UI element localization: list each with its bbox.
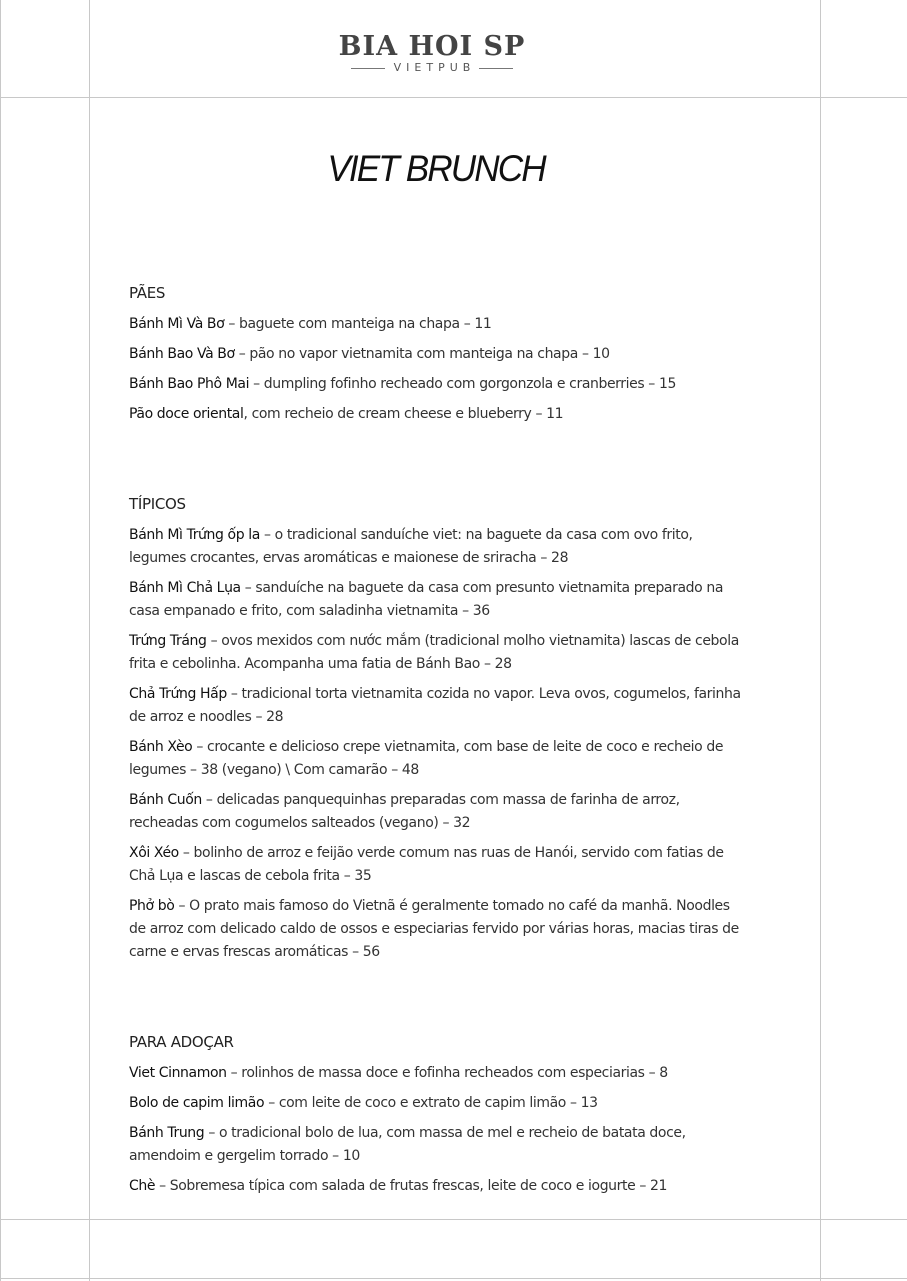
- menu-item: [129, 895, 744, 964]
- menu-item-description: – delicadas panquequinhas preparadas com massa de farinha de arroz, recheadas com cogumelos salteados (vegano) – 32: [129, 792, 680, 831]
- menu-item: [129, 1175, 744, 1198]
- menu-item-name: Chả Trứng Hấp: [129, 686, 227, 702]
- menu-item-description: – o tradicional bolo de lua, com massa de mel e recheio de batata doce, amendoim e gergelim torrado – 10: [129, 1125, 686, 1164]
- menu-item: [129, 1122, 744, 1168]
- menu-item: [129, 373, 744, 396]
- menu-section: [129, 494, 744, 964]
- logo-name: BIA HOI SP: [338, 31, 526, 62]
- menu-item-name: Bolo de capim limão: [129, 1095, 265, 1111]
- guide-line-left: [89, 0, 90, 1281]
- menu-item: [129, 1062, 744, 1085]
- menu-item-name: Bánh Mì Chả Lụa: [129, 580, 241, 596]
- menu-item-description: – pão no vapor vietnamita com manteiga na chapa – 10: [234, 346, 610, 362]
- menu-item-description: – crocante e delicioso crepe vietnamita, com base de leite de coco e recheio de legumes – 38 (vegano) \ Com camarão – 48: [129, 739, 724, 778]
- menu-item-name: Bánh Cuốn: [129, 792, 202, 808]
- section-title: PARA ADOÇAR: [129, 1033, 234, 1051]
- menu-item-name: Bánh Mì Trứng ốp la: [129, 527, 260, 543]
- menu-item: [129, 842, 744, 888]
- menu-section: [129, 283, 744, 426]
- menu-item-description: – O prato mais famoso do Vietnã é geralmente tomado no café da manhã. Noodles de arroz com delicado caldo de ossos e especiarias fervido por várias horas, macias tiras de carne e ervas frescas aromáticas – 56: [129, 898, 739, 960]
- menu-item-description: – com leite de coco e extrato de capim limão – 13: [264, 1095, 598, 1111]
- menu-section: [129, 1032, 744, 1198]
- menu-item: [129, 343, 744, 366]
- menu-item: [129, 524, 744, 570]
- menu-item: [129, 683, 744, 729]
- menu-item-name: Bánh Bao Và Bơ: [129, 346, 235, 362]
- section-title: PÃES: [129, 284, 166, 302]
- menu-item: [129, 789, 744, 835]
- logo-rule-right: [479, 68, 513, 69]
- menu-item-description: – sanduíche na baguete da casa com presunto vietnamita preparado na casa empanado e frito, com saladinha vietnamita – 36: [129, 580, 723, 619]
- menu-item-name: Bánh Trung: [129, 1125, 205, 1141]
- guide-line-left-outer: [0, 0, 1, 1281]
- menu-item-name: Bánh Bao Phô Mai: [129, 376, 250, 392]
- menu-item-description: , com recheio de cream cheese e blueberry – 11: [243, 406, 564, 422]
- menu-item: [129, 403, 744, 426]
- section-title: TÍPICOS: [129, 495, 186, 513]
- guide-line-top: [0, 97, 907, 98]
- menu-item-description: – rolinhos de massa doce e fofinha recheados com especiarias – 8: [226, 1065, 668, 1081]
- guide-line-page-bottom: [0, 1278, 907, 1279]
- menu-item-name: Chè: [129, 1178, 156, 1194]
- menu-item: [129, 630, 744, 676]
- menu-item-description: – bolinho de arroz e feijão verde comum nas ruas de Hanói, servido com fatias de Chả Lụa e lascas de cebola frita – 35: [129, 845, 724, 884]
- menu-item-name: Xôi Xéo: [129, 845, 179, 861]
- menu-item-name: Bánh Xèo: [129, 739, 193, 755]
- menu-item-name: Trứng Tráng: [129, 633, 207, 649]
- menu-item: [129, 1092, 744, 1115]
- logo-tagline: VIETPUB: [393, 61, 476, 74]
- menu-item-name: Viet Cinnamon: [129, 1065, 227, 1081]
- menu-item: [129, 577, 744, 623]
- menu-item: [129, 313, 744, 336]
- menu-item: [129, 736, 744, 782]
- menu-item-name: Pão doce oriental: [129, 406, 244, 422]
- menu: [129, 283, 744, 1205]
- logo-rule-left: [351, 68, 385, 69]
- menu-item-description: – Sobremesa típica com salada de frutas frescas, leite de coco e iogurte – 21: [155, 1178, 668, 1194]
- guide-line-bottom: [0, 1219, 907, 1220]
- menu-item-description: – tradicional torta vietnamita cozida no vapor. Leva ovos, cogumelos, farinha de arroz e noodles – 28: [129, 686, 741, 725]
- menu-item-description: – dumpling fofinho recheado com gorgonzola e cranberries – 15: [249, 376, 676, 392]
- menu-item-description: – baguete com manteiga na chapa – 11: [224, 316, 492, 332]
- page-title: VIET BRUNCH: [327, 148, 545, 189]
- menu-item-name: Phở bò: [129, 898, 175, 914]
- logo: [330, 30, 534, 74]
- menu-item-name: Bánh Mì Và Bơ: [129, 316, 225, 332]
- menu-item-description: – o tradicional sanduíche viet: na baguete da casa com ovo frito, legumes crocantes, ervas aromáticas e maionese de sriracha – 28: [129, 527, 693, 566]
- menu-item-description: – ovos mexidos com nước mắm (tradicional molho vietnamita) lascas de cebola frita e cebolinha. Acompanha uma fatia de Bánh Bao – 28: [129, 633, 739, 672]
- guide-line-right: [820, 0, 821, 1281]
